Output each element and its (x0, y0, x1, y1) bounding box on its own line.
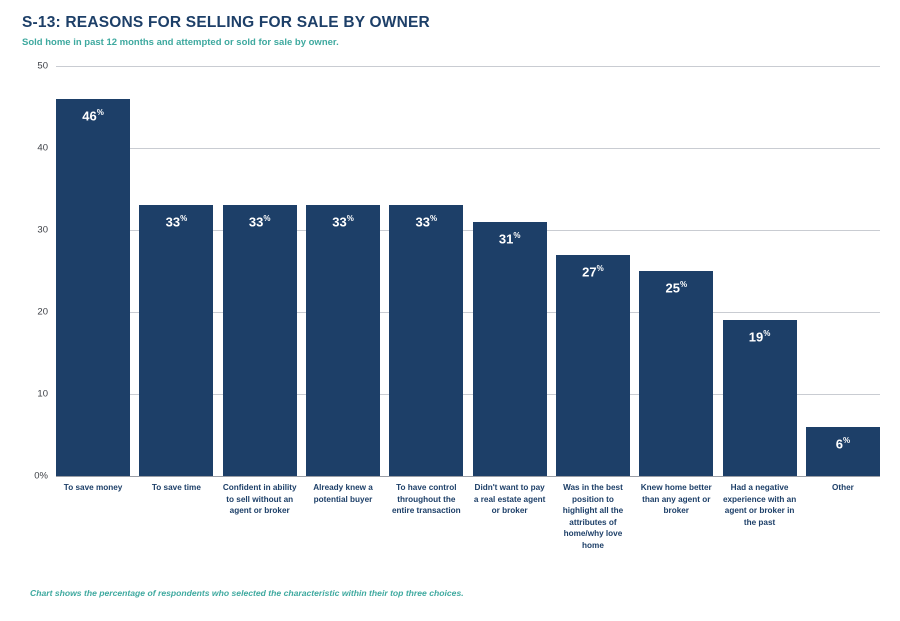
bar[interactable] (723, 320, 797, 476)
x-axis-category-label: Confident in ability to sell without an agent or broker (222, 483, 297, 515)
bar-value-label: 33% (165, 214, 188, 230)
x-axis-category-label: Didn't want to pay a real estate agent or broker (473, 483, 546, 515)
bar[interactable] (139, 205, 213, 476)
bar-series (56, 66, 880, 476)
y-axis (22, 60, 54, 482)
bar[interactable] (306, 205, 380, 476)
bar[interactable] (639, 271, 713, 476)
x-axis-category-label: To save money (63, 483, 123, 492)
bar-value-label: 6% (835, 435, 851, 452)
y-axis-tick-label: 50 (37, 60, 48, 72)
bar-value-label: 33% (415, 214, 438, 230)
bar-slot (306, 66, 380, 476)
bar-slot (639, 66, 713, 476)
gridline (56, 476, 880, 477)
y-axis-tick-label: 20 (37, 306, 48, 318)
y-axis-tick-label: 30 (37, 224, 48, 236)
chart-header (22, 14, 882, 48)
x-axis-category-label: Knew home better than any agent or broker (640, 483, 712, 515)
x-axis-category-label: To save time (151, 483, 201, 492)
bar-slot (556, 66, 630, 476)
bar-slot (223, 66, 297, 476)
bar-slot (723, 66, 797, 476)
bar-value-label: 33% (248, 214, 271, 230)
plot-area (22, 60, 880, 482)
x-axis-category-label: Had a negative experience with an agent or broker in the past (722, 483, 797, 527)
bar-slot (806, 66, 880, 476)
bar-slot (473, 66, 547, 476)
y-axis-tick-label: 40 (37, 142, 48, 154)
bar-slot (389, 66, 463, 476)
bar-slot (56, 66, 130, 476)
x-axis-category-label: Was in the best position to highlight all the attributes of home/why love home (562, 483, 624, 550)
bar[interactable] (56, 99, 130, 476)
y-axis-tick-label: 0% (34, 470, 48, 482)
bar-value-label: 46% (82, 107, 104, 124)
bar[interactable] (389, 205, 463, 476)
bar-value-label: 27% (582, 263, 604, 279)
chart-footnote: Chart shows the percentage of respondents who selected the characteristic within their top three choices. (30, 588, 464, 598)
page-title: S-13: REASONS FOR SELLING FOR SALE BY OWNER (22, 14, 430, 31)
bar-slot (139, 66, 213, 476)
bar[interactable] (556, 255, 630, 476)
x-axis-category-label: Other (831, 483, 854, 492)
y-axis-tick-label: 10 (37, 388, 48, 400)
x-axis-category-label: Already knew a potential buyer (313, 483, 373, 504)
bar[interactable] (473, 222, 547, 476)
x-axis-category-label: To have control throughout the entire transaction (391, 483, 461, 515)
bar[interactable] (223, 205, 297, 476)
bar-value-label: 25% (665, 280, 688, 296)
chart-subtitle: Sold home in past 12 months and attempted or sold for sale by owner. (22, 37, 339, 48)
x-axis-categories (56, 482, 880, 551)
bar-value-label: 33% (332, 214, 354, 230)
bar-value-label: 19% (748, 329, 771, 345)
bar-value-label: 31% (498, 230, 521, 247)
bar[interactable] (806, 427, 880, 476)
